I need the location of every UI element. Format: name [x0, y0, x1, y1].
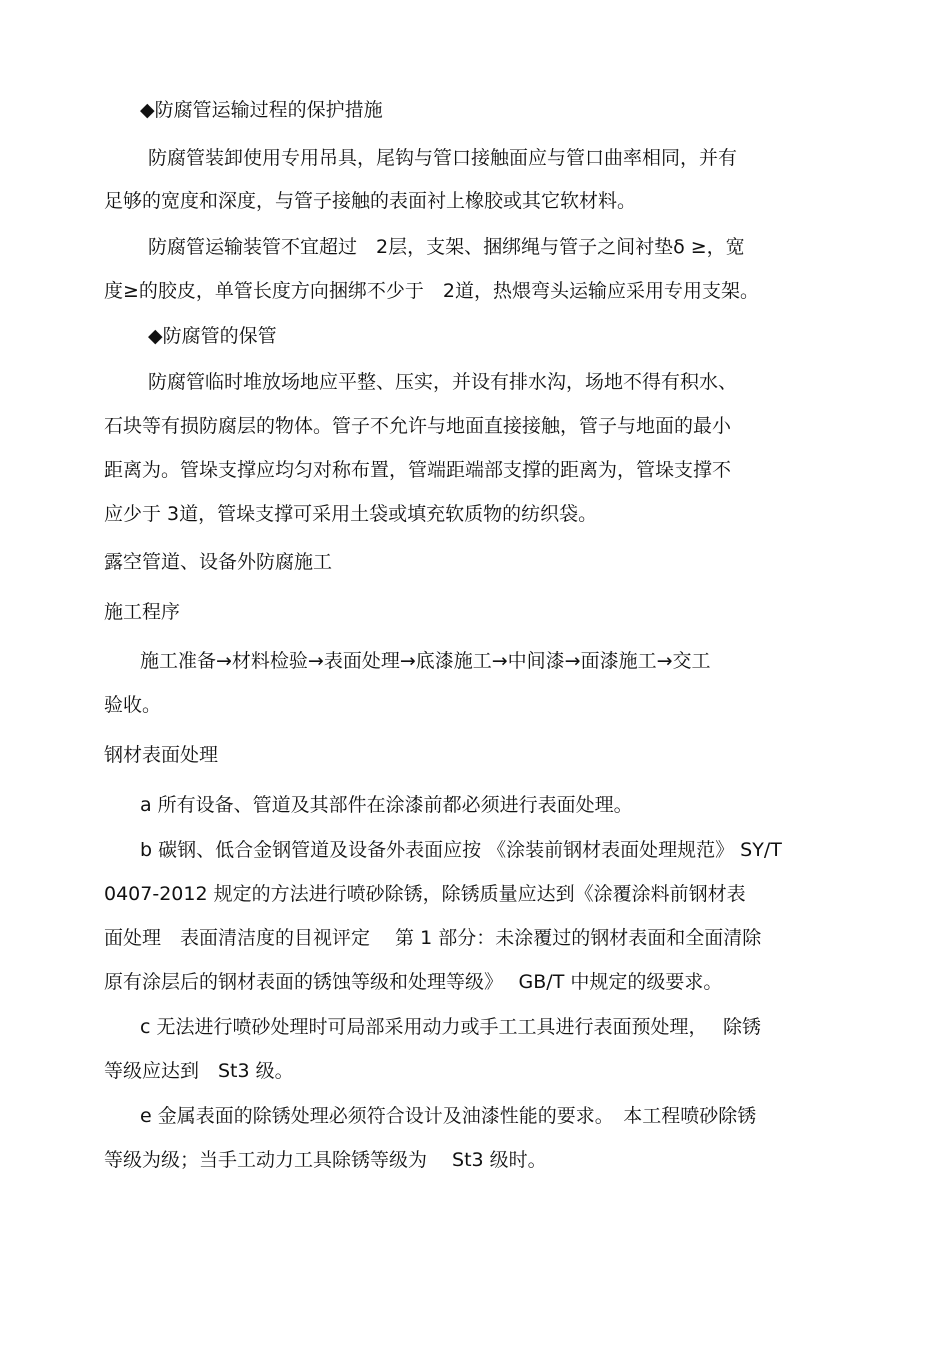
paragraph-line: 验收。 [104, 694, 162, 716]
paragraph-line: 度≥的胶皮，单管长度方向捆绑不少于 2道，热煨弯头运输应采用专用支架。 [104, 280, 760, 302]
paragraph-line: 面处理 表面清洁度的目视评定 第 1 部分：未涂覆过的钢材表面和全面清除 [104, 927, 762, 949]
paragraph-line: 0407-2012 规定的方法进行喷砂除锈，除锈质量应达到《涂覆涂料前钢材表 [104, 883, 746, 905]
list-item-e: e 金属表面的除锈处理必须符合设计及油漆性能的要求。 本工程喷砂除锈 [140, 1105, 757, 1127]
paragraph-line: 原有涂层后的钢材表面的锈蚀等级和处理等级》 GB/T 中规定的级要求。 [104, 971, 723, 993]
list-item-b: b 碳钢、低合金钢管道及设备外表面应按 《涂装前钢材表面处理规范》 SY/T [140, 839, 782, 861]
paragraph-line: 防腐管装卸使用专用吊具，尾钩与管口接触面应与管口曲率相同，并有 [148, 147, 738, 169]
paragraph-line: 等级应达到 St3 级。 [104, 1060, 294, 1082]
paragraph-line: 应少于 3道，管垛支撑可采用土袋或填充软质物的纺织袋。 [104, 503, 598, 525]
list-item-a: a 所有设备、管道及其部件在涂漆前都必须进行表面处理。 [140, 794, 633, 816]
paragraph-line: 足够的宽度和深度，与管子接触的表面衬上橡胶或其它软材料。 [104, 190, 637, 212]
paragraph-line: 防腐管临时堆放场地应平整、压实，并设有排水沟，场地不得有积水、 [148, 371, 738, 393]
paragraph-line: 距离为。管垛支撑应均匀对称布置，管端距端部支撑的距离为，管垛支撑不 [104, 459, 732, 481]
heading-storage: ◆防腐管的保管 [148, 325, 277, 347]
paragraph-line: 防腐管运输装管不宜超过 2层，支架、捆绑绳与管子之间衬垫δ ≥，宽 [148, 236, 745, 258]
section-heading-procedure: 施工程序 [104, 601, 181, 623]
list-item-c: c 无法进行喷砂处理时可局部采用动力或手工工具进行表面预处理， 除锈 [140, 1016, 762, 1038]
paragraph-line: 等级为级；当手工动力工具除锈等级为 St3 级时。 [104, 1149, 547, 1171]
section-heading-exterior-anticorrosion: 露空管道、设备外防腐施工 [104, 551, 333, 573]
paragraph-line: 石块等有损防腐层的物体。管子不允许与地面直接接触，管子与地面的最小 [104, 415, 732, 437]
section-heading-surface-treatment: 钢材表面处理 [104, 744, 219, 766]
paragraph-line: 施工准备→材料检验→表面处理→底漆施工→中间漆→面漆施工→交工 [140, 650, 711, 672]
heading-transport-protection: ◆防腐管运输过程的保护措施 [140, 99, 383, 121]
